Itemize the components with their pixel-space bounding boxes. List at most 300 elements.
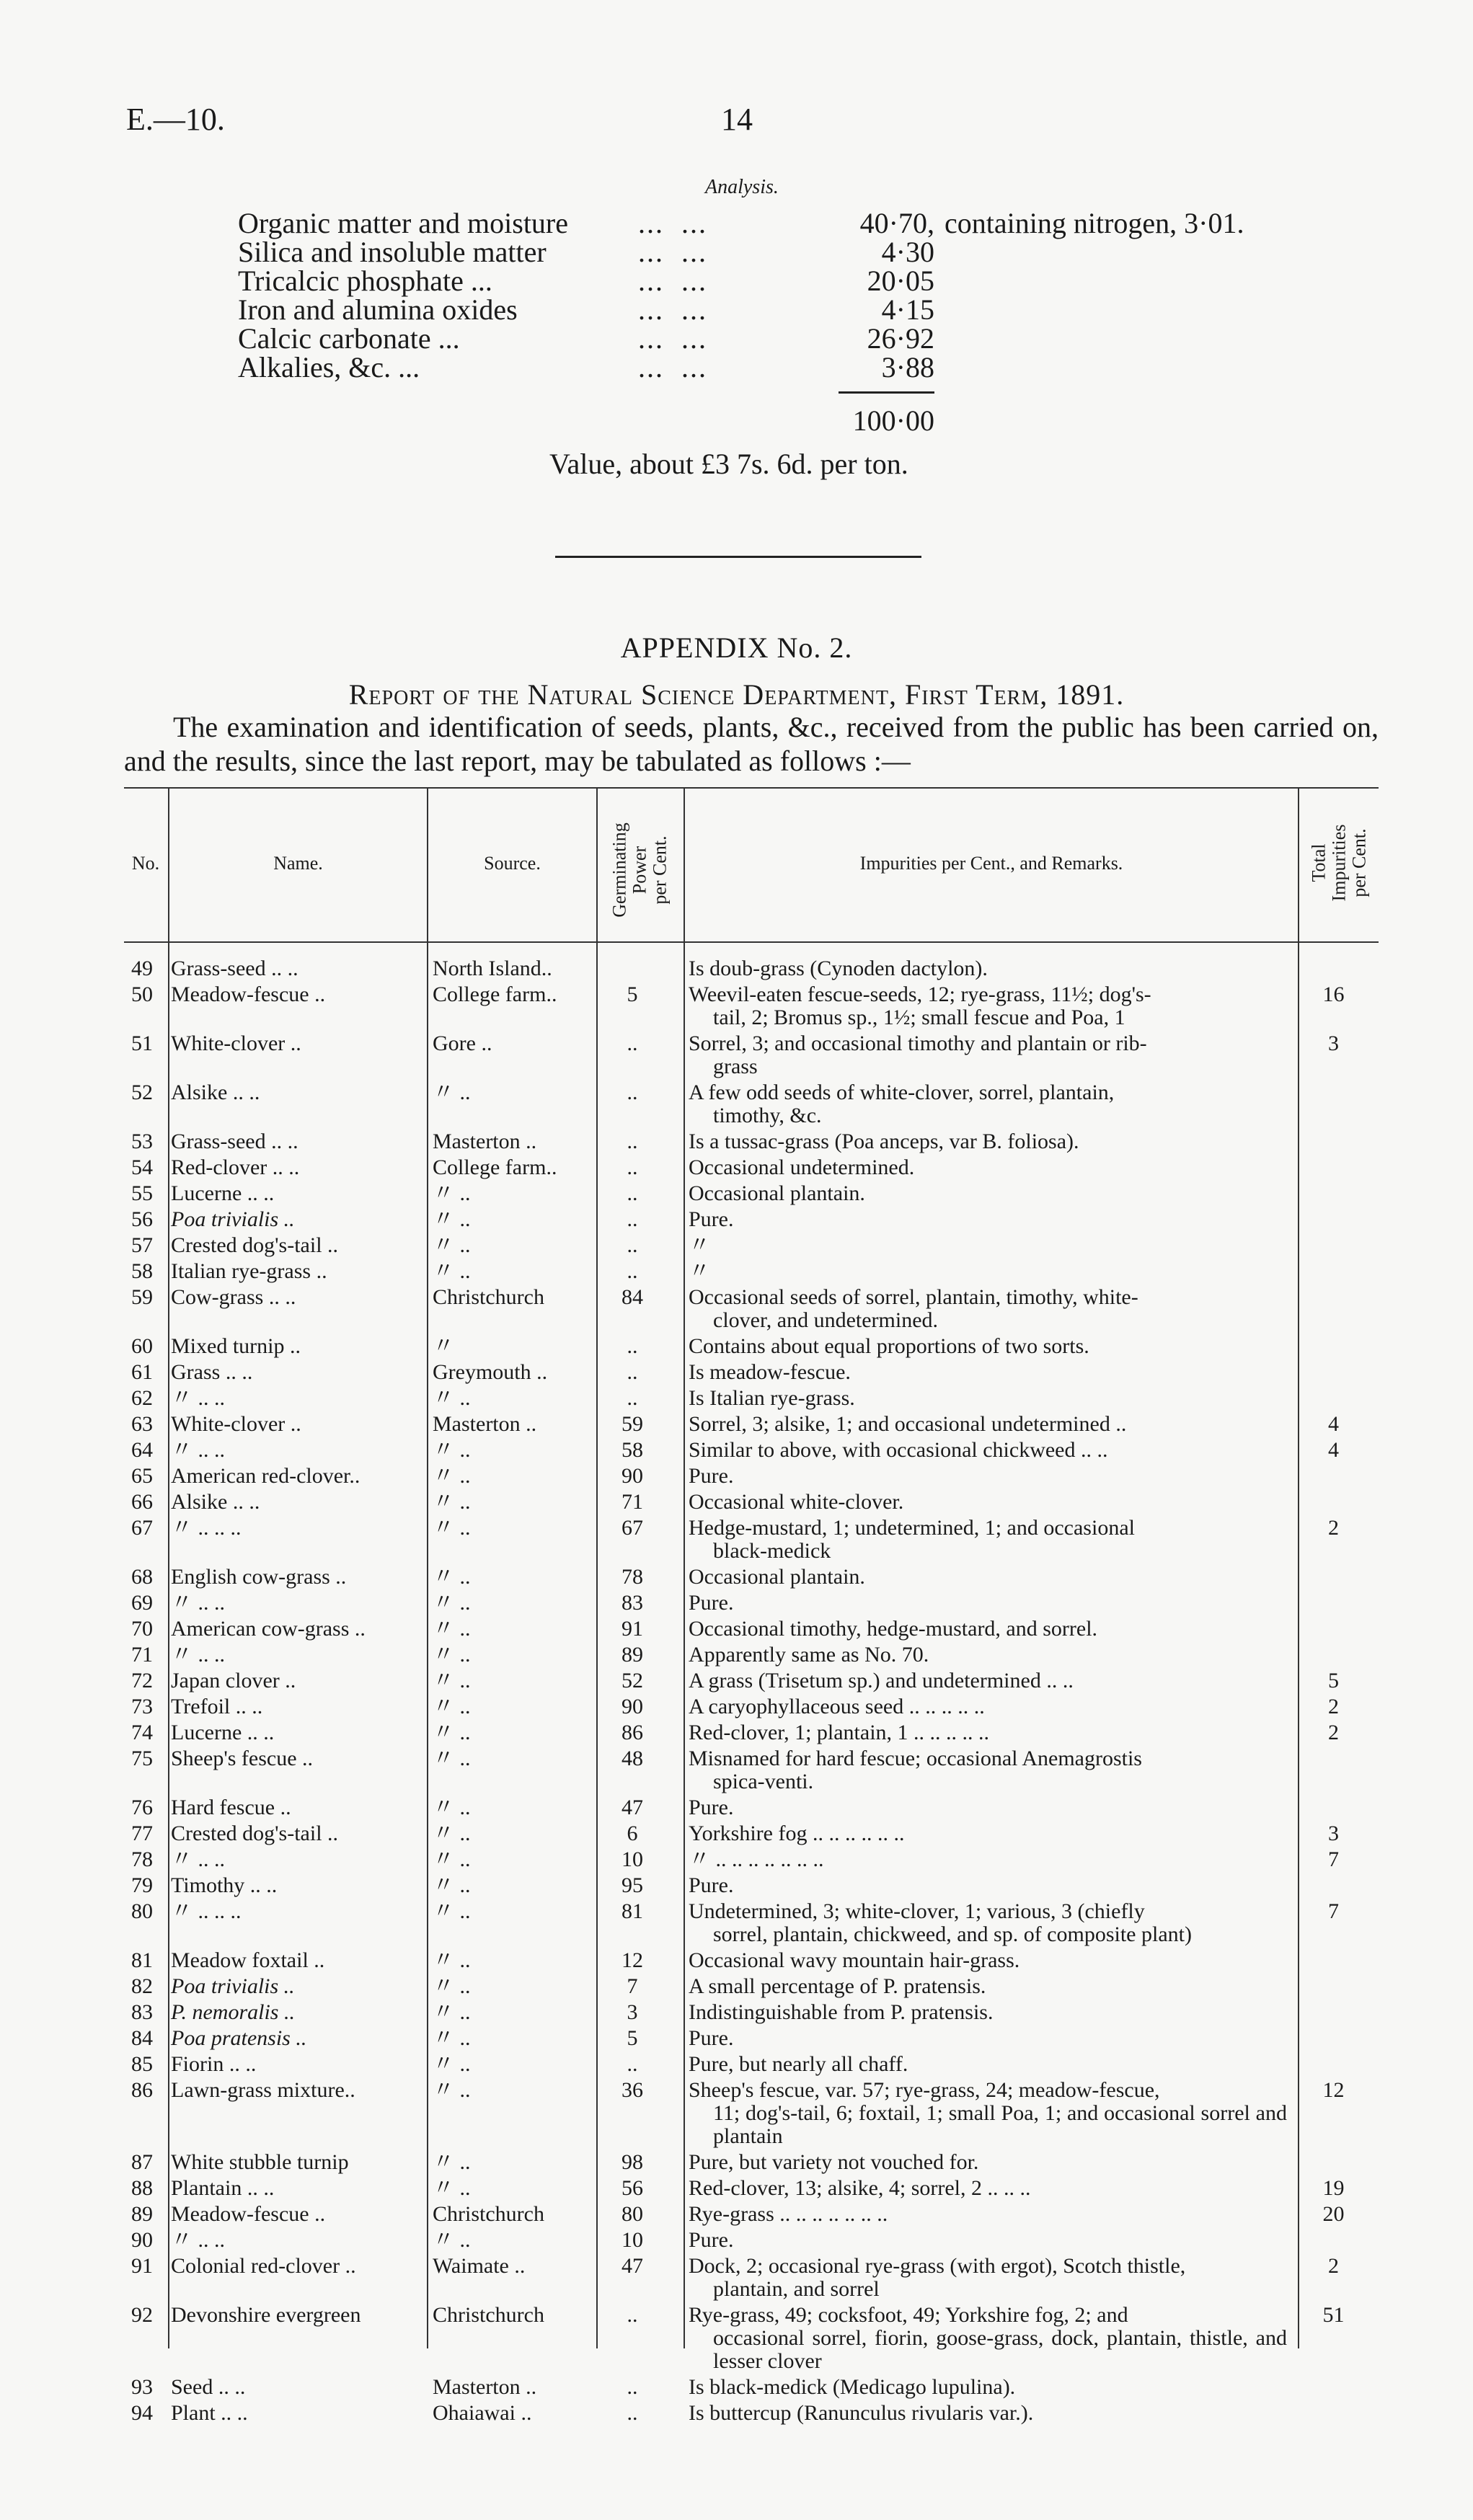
row-total: 2 bbox=[1328, 2254, 1339, 2278]
row-impurities bbox=[689, 1975, 1287, 1998]
row-impurities bbox=[689, 2229, 1287, 2252]
row-source: Christchurch bbox=[433, 2202, 544, 2226]
row-impurities bbox=[689, 1182, 1287, 1205]
row-name: Meadow foxtail .. bbox=[171, 1948, 325, 1972]
row-germinating: 81 bbox=[622, 1899, 643, 1923]
row-impurities bbox=[689, 1260, 1287, 1283]
row-number: 62 bbox=[131, 1386, 153, 1410]
row-germinating: .. bbox=[627, 2052, 638, 2076]
row-total: 19 bbox=[1322, 2176, 1345, 2200]
value-line: Value, about £3 7s. 6d. per ton. bbox=[549, 448, 908, 480]
row-source: 〃 .. bbox=[433, 1207, 471, 1231]
row-number: 92 bbox=[131, 2303, 153, 2327]
row-number: 71 bbox=[131, 1643, 153, 1667]
row-source: 〃 .. bbox=[433, 1617, 471, 1641]
row-name: Devonshire evergreen bbox=[171, 2303, 361, 2327]
impurities-line: Occasional white-clover. bbox=[689, 1490, 904, 1514]
row-source: Christchurch bbox=[433, 1285, 544, 1309]
header-germ-line: Power bbox=[629, 846, 650, 895]
row-source: Greymouth .. bbox=[433, 1360, 548, 1384]
row-number: 67 bbox=[131, 1516, 153, 1540]
row-name: White stubble turnip bbox=[171, 2150, 349, 2174]
row-name: 〃 .. .. bbox=[171, 1386, 225, 1410]
impurities-line: Similar to above, with occasional chickweed .. .. bbox=[689, 1438, 1108, 1462]
row-impurities bbox=[689, 1592, 1287, 1615]
row-germinating: .. bbox=[627, 1130, 638, 1153]
impurities-continuation: occasional sorrel, fiorin, goose-grass, dock, plantain, thistle, and lesser clover bbox=[713, 2326, 1287, 2373]
row-source: 〃 .. bbox=[433, 1643, 471, 1667]
row-germinating: 36 bbox=[622, 2078, 643, 2102]
analysis-item-value: 4·15 bbox=[881, 293, 934, 326]
col-rule bbox=[168, 789, 169, 2348]
row-total: 2 bbox=[1328, 1721, 1339, 1744]
report-title: Report of the Natural Science Department, First Term, 1891. bbox=[348, 678, 1125, 711]
impurities-line: Pure, but variety not vouched for. bbox=[689, 2150, 979, 2174]
row-name: Alsike .. .. bbox=[171, 1081, 260, 1104]
row-source: 〃 .. bbox=[433, 1081, 471, 1104]
row-name: 〃 .. .. bbox=[171, 1847, 225, 1871]
row-source: 〃 .. bbox=[433, 2026, 471, 2050]
impurities-line: Is buttercup (Ranunculus rivularis var.). bbox=[689, 2401, 1034, 2425]
row-name: Meadow-fescue .. bbox=[171, 2202, 326, 2226]
row-impurities bbox=[689, 1900, 1287, 1946]
header-total-line: Impurities bbox=[1328, 824, 1350, 902]
leader-dots: ... ... bbox=[638, 265, 707, 297]
row-name: P. nemoralis .. bbox=[171, 2000, 295, 2024]
row-number: 60 bbox=[131, 1334, 153, 1358]
row-number: 77 bbox=[131, 1822, 153, 1845]
row-number: 88 bbox=[131, 2176, 153, 2200]
row-impurities bbox=[689, 2027, 1287, 2050]
impurities-line: Is black-medick (Medicago lupulina). bbox=[689, 2375, 1016, 2399]
header-source: Source. bbox=[484, 853, 541, 874]
impurities-line: Pure, but nearly all chaff. bbox=[689, 2052, 908, 2076]
row-number: 50 bbox=[131, 982, 153, 1006]
impurities-line: Is doub-grass (Cynoden dactylon). bbox=[689, 957, 988, 980]
impurities-line: Pure. bbox=[689, 1464, 734, 1488]
impurities-line: Sorrel, 3; alsike, 1; and occasional undetermined .. bbox=[689, 1412, 1127, 1436]
analysis-row bbox=[238, 238, 1305, 267]
row-number: 86 bbox=[131, 2078, 153, 2102]
row-name: 〃 .. .. .. bbox=[171, 1899, 242, 1923]
table-header-rule bbox=[124, 941, 1379, 943]
leader-dots: ... ... bbox=[638, 236, 707, 268]
row-total: 7 bbox=[1328, 1899, 1339, 1923]
leader-dots: ... ... bbox=[638, 351, 707, 383]
impurities-line: Pure. bbox=[689, 1207, 734, 1231]
row-name: 〃 .. .. bbox=[171, 2228, 225, 2252]
row-germinating: 48 bbox=[622, 1747, 643, 1770]
impurities-line: Misnamed for hard fescue; occasional Anemagrostis bbox=[689, 1747, 1142, 1770]
row-number: 85 bbox=[131, 2052, 153, 2076]
impurities-line: 〃 bbox=[689, 1233, 710, 1257]
row-impurities bbox=[689, 1517, 1287, 1563]
row-source: 〃 .. bbox=[433, 1974, 471, 1998]
row-source: 〃 .. bbox=[433, 2000, 471, 2024]
row-source: 〃 .. bbox=[433, 1847, 471, 1871]
row-source: 〃 .. bbox=[433, 1669, 471, 1692]
col-rule bbox=[1298, 789, 1299, 2348]
row-germinating: 3 bbox=[627, 2000, 638, 2024]
row-impurities bbox=[689, 1566, 1287, 1589]
impurities-line: Is a tussac-grass (Poa anceps, var B. foliosa). bbox=[689, 1130, 1079, 1153]
table-top-rule bbox=[124, 787, 1379, 789]
row-germinating: .. bbox=[627, 1031, 638, 1055]
impurities-line: Indistinguishable from P. pratensis. bbox=[689, 2000, 994, 2024]
section-separator bbox=[555, 556, 921, 558]
row-name: Plant .. .. bbox=[171, 2401, 248, 2425]
page-number: 14 bbox=[721, 102, 753, 137]
row-impurities bbox=[689, 1721, 1287, 1744]
row-germinating: 12 bbox=[622, 1948, 643, 1972]
row-source: 〃 .. bbox=[433, 1796, 471, 1819]
row-germinating: .. bbox=[627, 1181, 638, 1205]
row-total: 51 bbox=[1322, 2303, 1345, 2327]
analysis-row bbox=[238, 353, 1305, 382]
row-name: English cow-grass .. bbox=[171, 1565, 347, 1589]
row-number: 75 bbox=[131, 1747, 153, 1770]
row-name: Grass-seed .. .. bbox=[171, 1130, 298, 1153]
row-germinating: .. bbox=[627, 1233, 638, 1257]
row-source: 〃 .. bbox=[433, 1233, 471, 1257]
impurities-line: A few odd seeds of white-clover, sorrel, plantain, bbox=[689, 1081, 1115, 1104]
row-impurities bbox=[689, 1822, 1287, 1845]
row-name: White-clover .. bbox=[171, 1412, 301, 1436]
row-number: 89 bbox=[131, 2202, 153, 2226]
row-impurities bbox=[689, 1130, 1287, 1153]
row-source: 〃 .. bbox=[433, 1565, 471, 1589]
impurities-line: Occasional plantain. bbox=[689, 1181, 865, 1205]
row-impurities bbox=[689, 1796, 1287, 1819]
row-source: 〃 .. bbox=[433, 1181, 471, 1205]
row-number: 56 bbox=[131, 1207, 153, 1231]
impurities-continuation: grass bbox=[713, 1055, 758, 1078]
row-germinating: 71 bbox=[622, 1490, 643, 1514]
row-impurities bbox=[689, 1286, 1287, 1332]
row-total: 3 bbox=[1328, 1031, 1339, 1055]
row-source: 〃 .. bbox=[433, 1490, 471, 1514]
row-number: 90 bbox=[131, 2228, 153, 2252]
row-impurities bbox=[689, 1413, 1287, 1436]
analysis-item-name: Calcic carbonate ... bbox=[238, 322, 460, 355]
row-germinating: .. bbox=[627, 1360, 638, 1384]
row-impurities bbox=[689, 1361, 1287, 1384]
row-name: 〃 .. .. bbox=[171, 1643, 225, 1667]
row-name: Timothy .. .. bbox=[171, 1873, 278, 1897]
row-name: Seed .. .. bbox=[171, 2375, 246, 2399]
row-impurities bbox=[689, 1643, 1287, 1667]
row-name: 〃 .. .. bbox=[171, 1591, 225, 1615]
row-name: American cow-grass .. bbox=[171, 1617, 366, 1641]
analysis-item-note: containing nitrogen, 3·01. bbox=[945, 207, 1244, 239]
row-source: Ohaiawai .. bbox=[433, 2401, 532, 2425]
row-name: Japan clover .. bbox=[171, 1669, 296, 1692]
row-number: 79 bbox=[131, 1873, 153, 1897]
row-source: Masterton .. bbox=[433, 1130, 537, 1153]
row-source: North Island.. bbox=[433, 957, 552, 980]
row-germinating: 5 bbox=[627, 2026, 638, 2050]
row-name: Red-clover .. .. bbox=[171, 1155, 300, 1179]
row-source: 〃 .. bbox=[433, 1259, 471, 1283]
impurities-line: Yorkshire fog .. .. .. .. .. .. bbox=[689, 1822, 905, 1845]
analysis-item-name: Iron and alumina oxides bbox=[238, 293, 518, 326]
row-number: 49 bbox=[131, 957, 153, 980]
row-name: Colonial red-clover .. bbox=[171, 2254, 356, 2278]
row-germinating: 67 bbox=[622, 1516, 643, 1540]
row-germinating: 80 bbox=[622, 2202, 643, 2226]
impurities-line: Is Italian rye-grass. bbox=[689, 1386, 855, 1410]
analysis-item-value: 20·05 bbox=[867, 265, 934, 297]
row-germinating: .. bbox=[627, 1155, 638, 1179]
row-number: 58 bbox=[131, 1259, 153, 1283]
row-number: 80 bbox=[131, 1899, 153, 1923]
impurities-line: Pure. bbox=[689, 1591, 734, 1615]
row-germinating: 91 bbox=[622, 1617, 643, 1641]
row-source: 〃 .. bbox=[433, 2150, 471, 2174]
header-total-line: Total bbox=[1308, 843, 1330, 882]
row-germinating: 10 bbox=[622, 1847, 643, 1871]
row-impurities bbox=[689, 2053, 1287, 2076]
appendix-title: APPENDIX No. 2. bbox=[620, 631, 853, 664]
leader-dots: ... ... bbox=[638, 207, 707, 239]
row-impurities bbox=[689, 1032, 1287, 1078]
row-total: 3 bbox=[1328, 1822, 1339, 1845]
row-impurities bbox=[689, 2079, 1287, 2148]
analysis-item-value: 4·30 bbox=[881, 236, 934, 268]
row-germinating: .. bbox=[627, 2375, 638, 2399]
analysis-item-name: Tricalcic phosphate ... bbox=[238, 265, 492, 297]
impurities-continuation: 11; dog's-tail, 6; foxtail, 1; small Poa, 1; and occasional sorrel and plantain bbox=[713, 2101, 1287, 2148]
row-germinating: 84 bbox=[622, 1285, 643, 1309]
row-number: 66 bbox=[131, 1490, 153, 1514]
header-germinating bbox=[610, 807, 671, 933]
row-source: 〃 .. bbox=[433, 1948, 471, 1972]
row-total: 2 bbox=[1328, 1516, 1339, 1540]
row-impurities bbox=[689, 2001, 1287, 2024]
row-impurities bbox=[689, 1874, 1287, 1897]
row-impurities bbox=[689, 1848, 1287, 1871]
impurities-line: Red-clover, 13; alsike, 4; sorrel, 2 .. .. .. bbox=[689, 2176, 1031, 2200]
analysis-row bbox=[238, 267, 1305, 296]
row-source: 〃 .. bbox=[433, 1591, 471, 1615]
row-germinating: 58 bbox=[622, 1438, 643, 1462]
row-name: Poa trivialis .. bbox=[171, 1207, 295, 1231]
row-source: 〃 .. bbox=[433, 1822, 471, 1845]
row-name: Italian rye-grass .. bbox=[171, 1259, 327, 1283]
row-impurities bbox=[689, 1695, 1287, 1718]
row-germinating: 95 bbox=[622, 1873, 643, 1897]
row-source: 〃 .. bbox=[433, 1695, 471, 1718]
row-number: 81 bbox=[131, 1948, 153, 1972]
row-name: Sheep's fescue .. bbox=[171, 1747, 314, 1770]
row-germinating: 47 bbox=[622, 2254, 643, 2278]
row-source: 〃 .. bbox=[433, 1721, 471, 1744]
row-number: 83 bbox=[131, 2000, 153, 2024]
row-source: 〃 .. bbox=[433, 2078, 471, 2102]
row-germinating: 5 bbox=[627, 982, 638, 1006]
impurities-continuation: spica-venti. bbox=[713, 1770, 814, 1793]
impurities-line: Occasional timothy, hedge-mustard, and sorrel. bbox=[689, 1617, 1098, 1641]
impurities-line: Weevil-eaten fescue-seeds, 12; rye-grass, 11½; dog's- bbox=[689, 982, 1151, 1006]
row-number: 69 bbox=[131, 1591, 153, 1615]
row-germinating: 83 bbox=[622, 1591, 643, 1615]
row-germinating: 7 bbox=[627, 1974, 638, 1998]
row-source: 〃 .. bbox=[433, 2228, 471, 2252]
impurities-line: Occasional seeds of sorrel, plantain, timothy, white- bbox=[689, 1285, 1138, 1309]
row-source: 〃 .. bbox=[433, 1438, 471, 1462]
row-source: 〃 bbox=[433, 1334, 454, 1358]
row-number: 64 bbox=[131, 1438, 153, 1462]
row-name: Fiorin .. .. bbox=[171, 2052, 257, 2076]
impurities-line: Occasional undetermined. bbox=[689, 1155, 915, 1179]
row-impurities bbox=[689, 1081, 1287, 1127]
row-number: 68 bbox=[131, 1565, 153, 1589]
row-total: 4 bbox=[1328, 1412, 1339, 1436]
row-name: Poa trivialis .. bbox=[171, 1974, 295, 1998]
row-impurities bbox=[689, 1618, 1287, 1641]
row-number: 63 bbox=[131, 1412, 153, 1436]
impurities-line: Rye-grass .. .. .. .. .. .. .. bbox=[689, 2202, 888, 2226]
row-name: Lawn-grass mixture.. bbox=[171, 2078, 355, 2102]
header-no: No. bbox=[131, 853, 160, 874]
analysis-item-value: 3·88 bbox=[881, 351, 934, 383]
row-name: Mixed turnip .. bbox=[171, 1334, 301, 1358]
row-source: 〃 .. bbox=[433, 1873, 471, 1897]
row-germinating: 78 bbox=[622, 1565, 643, 1589]
row-impurities bbox=[689, 1208, 1287, 1231]
impurities-continuation: sorrel, plantain, chickweed, and sp. of composite plant) bbox=[713, 1922, 1192, 1946]
header-total-line: per Cent. bbox=[1348, 828, 1370, 897]
impurities-line: Sheep's fescue, var. 57; rye-grass, 24; meadow-fescue, bbox=[689, 2078, 1160, 2102]
row-number: 61 bbox=[131, 1360, 153, 1384]
header-impurities: Impurities per Cent., and Remarks. bbox=[859, 853, 1123, 874]
row-name: Alsike .. .. bbox=[171, 1490, 260, 1514]
row-name: American red-clover.. bbox=[171, 1464, 360, 1488]
row-impurities bbox=[689, 1156, 1287, 1179]
row-number: 57 bbox=[131, 1233, 153, 1257]
analysis-title: Analysis. bbox=[705, 176, 779, 198]
row-germinating: .. bbox=[627, 1259, 638, 1283]
analysis-item-name: Organic matter and moisture bbox=[238, 207, 569, 239]
row-germinating: 52 bbox=[622, 1669, 643, 1692]
row-impurities bbox=[689, 2203, 1287, 2226]
row-impurities bbox=[689, 1669, 1287, 1692]
row-germinating: 86 bbox=[622, 1721, 643, 1744]
row-impurities bbox=[689, 2304, 1287, 2373]
impurities-continuation: tail, 2; Bromus sp., 1½; small fescue and Poa, 1 bbox=[713, 1006, 1125, 1029]
analysis-item-value: 26·92 bbox=[867, 322, 934, 355]
row-number: 73 bbox=[131, 1695, 153, 1718]
row-germinating: 98 bbox=[622, 2150, 643, 2174]
impurities-continuation: plantain, and sorrel bbox=[713, 2277, 880, 2301]
row-impurities bbox=[689, 983, 1287, 1029]
row-germinating: 10 bbox=[622, 2228, 643, 2252]
impurities-line: Is meadow-fescue. bbox=[689, 1360, 851, 1384]
impurities-line: Contains about equal proportions of two sorts. bbox=[689, 1334, 1089, 1358]
row-impurities bbox=[689, 1949, 1287, 1972]
row-germinating: .. bbox=[627, 1207, 638, 1231]
row-source: Masterton .. bbox=[433, 1412, 537, 1436]
row-total: 7 bbox=[1328, 1847, 1339, 1871]
impurities-continuation: black-medick bbox=[713, 1539, 831, 1563]
row-name: Hard fescue .. bbox=[171, 1796, 291, 1819]
impurities-line: A small percentage of P. pratensis. bbox=[689, 1974, 986, 1998]
row-number: 65 bbox=[131, 1464, 153, 1488]
row-name: Crested dog's-tail .. bbox=[171, 1822, 339, 1845]
row-impurities bbox=[689, 1387, 1287, 1410]
row-name: White-clover .. bbox=[171, 1031, 301, 1055]
row-germinating: 47 bbox=[622, 1796, 643, 1819]
row-impurities bbox=[689, 1439, 1287, 1462]
analysis-item-name: Alkalies, &c. ... bbox=[238, 351, 420, 383]
row-germinating: 59 bbox=[622, 1412, 643, 1436]
row-name: Meadow-fescue .. bbox=[171, 982, 326, 1006]
row-impurities bbox=[689, 1234, 1287, 1257]
analysis-row bbox=[238, 324, 1305, 353]
impurities-line: 〃 bbox=[689, 1259, 710, 1283]
impurities-line: Pure. bbox=[689, 1796, 734, 1819]
row-source: Gore .. bbox=[433, 1031, 492, 1055]
row-source: Christchurch bbox=[433, 2303, 544, 2327]
analysis-total: 100·00 bbox=[852, 404, 934, 437]
row-name: Lucerne .. .. bbox=[171, 1721, 275, 1744]
row-germinating: 6 bbox=[627, 1822, 638, 1845]
row-number: 82 bbox=[131, 1974, 153, 1998]
row-name: Plantain .. .. bbox=[171, 2176, 275, 2200]
row-germinating: .. bbox=[627, 2401, 638, 2425]
row-impurities bbox=[689, 957, 1287, 980]
row-number: 76 bbox=[131, 1796, 153, 1819]
row-number: 59 bbox=[131, 1285, 153, 1309]
row-total: 4 bbox=[1328, 1438, 1339, 1462]
row-name: 〃 .. .. .. bbox=[171, 1516, 242, 1540]
row-impurities bbox=[689, 2177, 1287, 2200]
row-impurities bbox=[689, 1491, 1287, 1514]
impurities-line: Dock, 2; occasional rye-grass (with ergot), Scotch thistle, bbox=[689, 2254, 1186, 2278]
row-impurities bbox=[689, 2376, 1287, 2399]
impurities-line: Undetermined, 3; white-clover, 1; various, 3 (chiefly bbox=[689, 1899, 1145, 1923]
impurities-line: Pure. bbox=[689, 1873, 734, 1897]
row-total: 5 bbox=[1328, 1669, 1339, 1692]
row-number: 52 bbox=[131, 1081, 153, 1104]
impurities-line: Rye-grass, 49; cocksfoot, 49; Yorkshire fog, 2; and bbox=[689, 2303, 1128, 2327]
row-source: 〃 .. bbox=[433, 2052, 471, 2076]
impurities-line: Sorrel, 3; and occasional timothy and plantain or rib- bbox=[689, 1031, 1147, 1055]
row-name: Cow-grass .. .. bbox=[171, 1285, 296, 1309]
row-source: 〃 .. bbox=[433, 1747, 471, 1770]
impurities-line: Hedge-mustard, 1; undetermined, 1; and occasional bbox=[689, 1516, 1135, 1540]
leader-dots: ... ... bbox=[638, 322, 707, 355]
row-germinating: 90 bbox=[622, 1695, 643, 1718]
row-source: 〃 .. bbox=[433, 1899, 471, 1923]
impurities-line: Pure. bbox=[689, 2026, 734, 2050]
row-number: 51 bbox=[131, 1031, 153, 1055]
row-total: 12 bbox=[1322, 2078, 1345, 2102]
analysis-row bbox=[238, 209, 1305, 238]
impurities-line: Pure. bbox=[689, 2228, 734, 2252]
row-source: College farm.. bbox=[433, 982, 557, 1006]
row-name: Grass .. .. bbox=[171, 1360, 253, 1384]
row-germinating: .. bbox=[627, 1081, 638, 1104]
row-number: 74 bbox=[131, 1721, 153, 1744]
row-name: 〃 .. .. bbox=[171, 1438, 225, 1462]
row-source: Masterton .. bbox=[433, 2375, 537, 2399]
impurities-continuation: timothy, &c. bbox=[713, 1104, 822, 1127]
impurities-line: A grass (Trisetum sp.) and undetermined .. .. bbox=[689, 1669, 1074, 1692]
header-total bbox=[1309, 800, 1370, 926]
row-germinating: 56 bbox=[622, 2176, 643, 2200]
analysis-item-name: Silica and insoluble matter bbox=[238, 236, 547, 268]
